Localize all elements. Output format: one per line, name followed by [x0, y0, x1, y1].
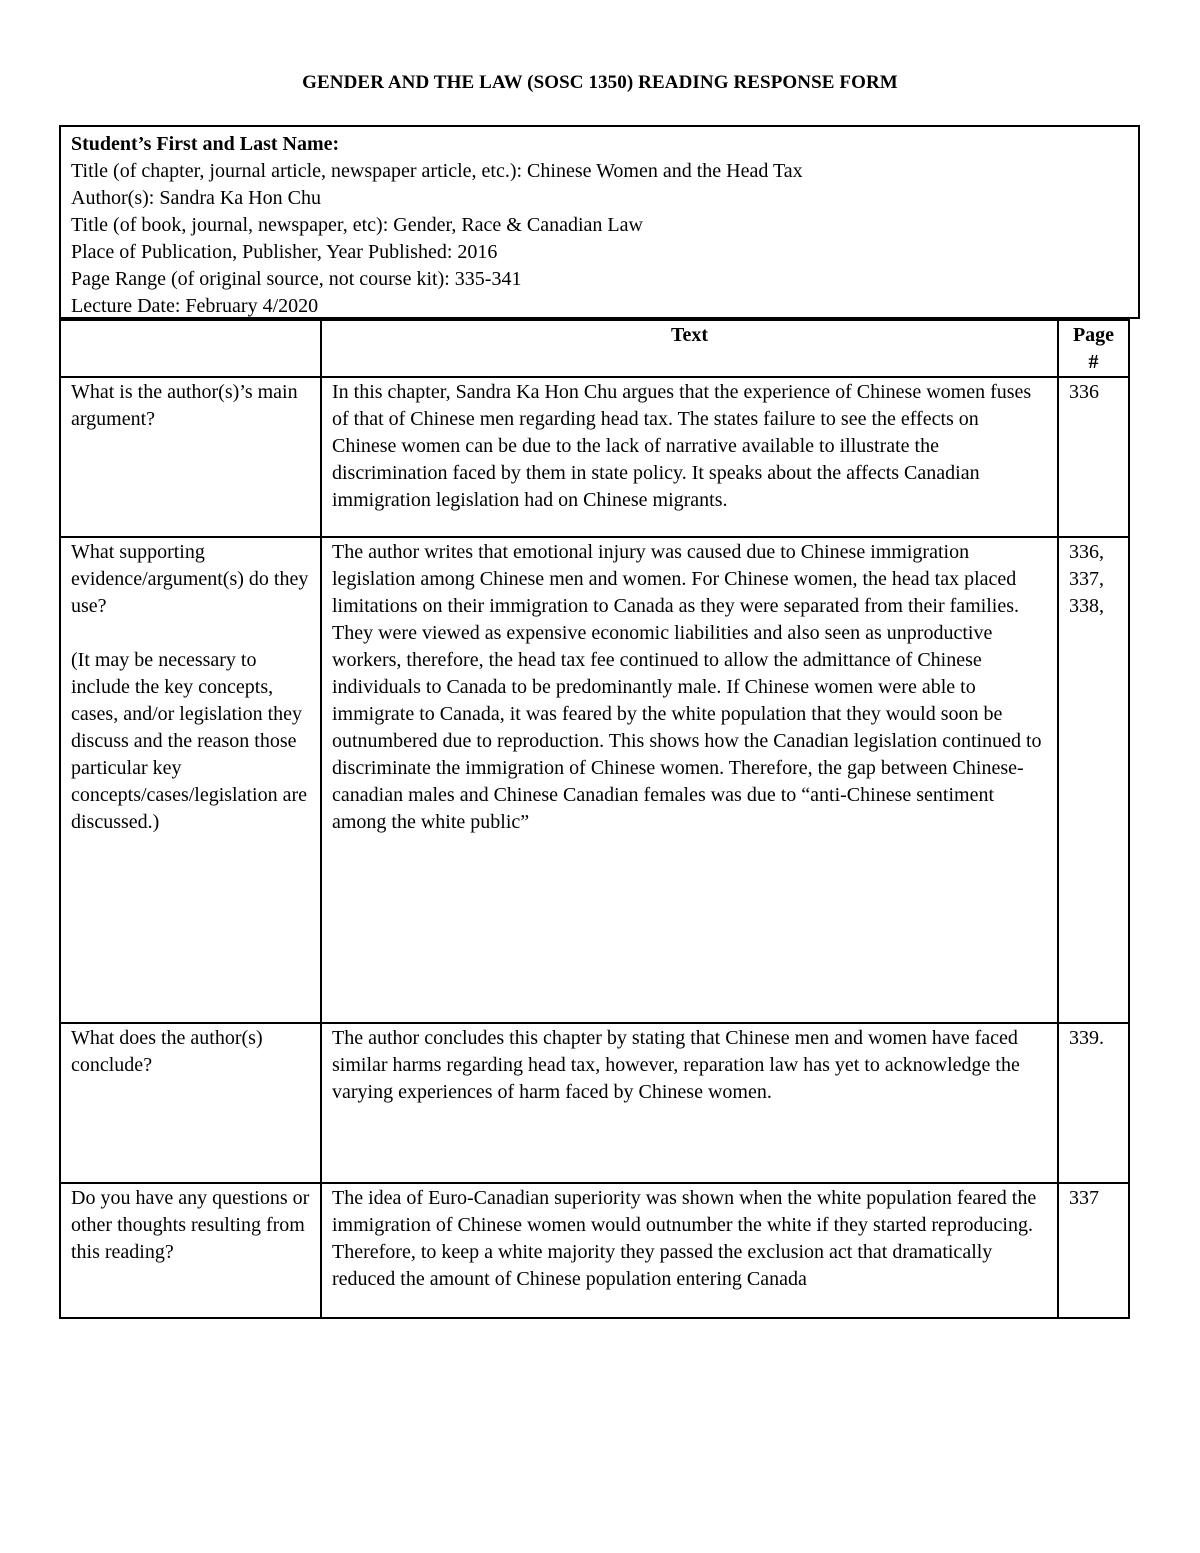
question-cell — [60, 537, 321, 1023]
question-cell — [60, 377, 321, 537]
source-title-line: Title (of book, journal, newspaper, etc): Gender, Race & Canadian Law — [71, 214, 643, 236]
text-column-header: Text — [321, 320, 1058, 377]
publication-line: Place of Publication, Publisher, Year Published: 2016 — [71, 241, 498, 263]
response-text-cell: In this chapter, Sandra Ka Hon Chu argues that the experience of Chinese women fuses of that of Chinese men regarding head tax. The states failure to see the effects on Chinese women can be due to the lack of narrative available to illustrate the discrimination faced by them in state policy. It speaks about the affects Canadian immigration legislation had on Chinese migrants. — [321, 377, 1058, 537]
page-number-cell: 336, 337, 338, — [1058, 537, 1129, 1023]
page-number-cell: 337 — [1058, 1183, 1129, 1318]
citation-box — [59, 125, 1140, 319]
page-column-header: Page # — [1058, 320, 1129, 377]
page-range-line: Page Range (of original source, not course kit): 335-341 — [71, 268, 522, 290]
question-cell — [60, 1183, 321, 1318]
question-text: What does the author(s) conclude? — [71, 1027, 263, 1076]
table-row — [60, 377, 1129, 537]
question-text: What supporting evidence/argument(s) do they use? — [71, 541, 309, 617]
page-number-cell: 336 — [1058, 377, 1129, 537]
lecture-date-line: Lecture Date: February 4/2020 — [71, 295, 319, 317]
chapter-title-line: Title (of chapter, journal article, newspaper article, etc.): Chinese Women and the Head Tax — [71, 160, 803, 182]
page-number-cell: 339. — [1058, 1023, 1129, 1183]
question-text: What is the author(s)’s main argument? — [71, 381, 298, 430]
response-text-cell: The idea of Euro-Canadian superiority was shown when the white population feared the immigration of Chinese women would outnumber the white if they started reproducing. Therefore, to keep a white majority they passed the exclusion act that dramatically reduced the amount of Chinese population entering Canada — [321, 1183, 1058, 1318]
student-name-label: Student’s First and Last Name: — [71, 133, 340, 155]
page-title: GENDER AND THE LAW (SOSC 1350) READING RESPONSE FORM — [302, 72, 898, 93]
table-row — [60, 1183, 1129, 1318]
question-cell — [60, 1023, 321, 1183]
question-column-header — [60, 320, 321, 377]
table-row — [60, 1023, 1129, 1183]
response-table — [59, 319, 1130, 1319]
table-header-row — [60, 320, 1129, 377]
response-text-cell: The author concludes this chapter by stating that Chinese men and women have faced similar harms regarding head tax, however, reparation law has yet to acknowledge the varying experiences of harm faced by Chinese women. — [321, 1023, 1058, 1183]
table-row — [60, 537, 1129, 1023]
question-note: (It may be necessary to include the key concepts, cases, and/or legislation they discuss and the reason those particular key concepts/cases/legislation are discussed.) — [71, 649, 308, 833]
question-text: Do you have any questions or other thoughts resulting from this reading? — [71, 1187, 310, 1263]
author-line: Author(s): Sandra Ka Hon Chu — [71, 187, 321, 209]
response-text-cell: The author writes that emotional injury was caused due to Chinese immigration legislation among Chinese men and women. For Chinese women, the head tax placed limitations on their immigration to Canada as they were separated from their families. They were viewed as expensive economic liabilities and also seen as unproductive workers, therefore, the head tax fee continued to allow the admittance of Chinese individuals to Canada to be predominantly male. If Chinese women were able to immigrate to Canada, it was feared by the white population that they would soon be outnumbered due to reproduction. This shows how the Canadian legislation continued to discriminate the immigration of Chinese women. Therefore, the gap between Chinese-canadian males and Chinese Canadian females was due to “anti-Chinese sentiment among the white public” — [321, 537, 1058, 1023]
